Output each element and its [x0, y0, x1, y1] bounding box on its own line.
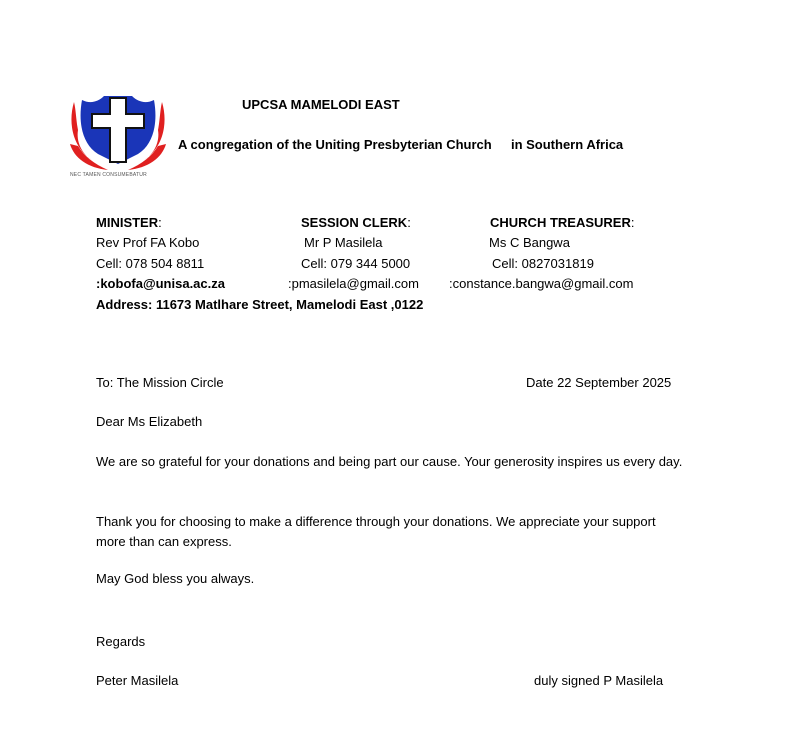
- minister-cell: Cell: 078 504 8811: [96, 256, 205, 271]
- treasurer-email[interactable]: :constance.bangwa@gmail.com: [449, 276, 634, 291]
- logo-caption: NEC TAMEN CONSUMEBATUR: [70, 172, 147, 178]
- letter-salutation: Dear Ms Elizabeth: [96, 414, 203, 429]
- church-subtitle-part2: in Southern Africa: [510, 137, 624, 152]
- letter-paragraph-3: May God bless you always.: [96, 571, 255, 586]
- session-clerk-name: Mr P Masilela: [304, 235, 383, 250]
- letter-closing: Regards: [96, 634, 146, 649]
- treasurer-name: Ms C Bangwa: [489, 235, 570, 250]
- church-logo-icon: [68, 92, 168, 182]
- church-title: UPCSA MAMELODI EAST: [242, 97, 400, 112]
- minister-name: Rev Prof FA Kobo: [96, 235, 200, 250]
- minister-email[interactable]: :kobofa@unisa.ac.za: [96, 276, 225, 291]
- church-subtitle-part1: A congregation of the Uniting Presbyterian Church: [178, 137, 492, 152]
- church-subtitle: [178, 137, 623, 152]
- session-clerk-cell: Cell: 079 344 5000: [301, 256, 411, 271]
- church-address: Address: 11673 Matlhare Street, Mamelodi East ,0122: [96, 297, 424, 312]
- treasurer-role: CHURCH TREASURER:: [490, 215, 635, 230]
- signature-note: duly signed P Masilela: [534, 673, 664, 688]
- minister-role: MINISTER:: [96, 215, 162, 230]
- treasurer-cell: Cell: 0827031819: [492, 256, 594, 271]
- letter-sender: Peter Masilela: [96, 673, 179, 688]
- session-clerk-role: SESSION CLERK:: [301, 215, 411, 230]
- letter-date: Date 22 September 2025: [526, 375, 672, 390]
- letter-recipient: To: The Mission Circle: [96, 375, 224, 390]
- session-clerk-email[interactable]: :pmasilela@gmail.com: [288, 276, 419, 291]
- letter-paragraph-1: We are so grateful for your donations and being part our cause. Your generosity inspires us every day.: [96, 454, 683, 469]
- letter-paragraph-2: Thank you for choosing to make a difference through your donations. We appreciate your support more than can express.: [96, 514, 656, 549]
